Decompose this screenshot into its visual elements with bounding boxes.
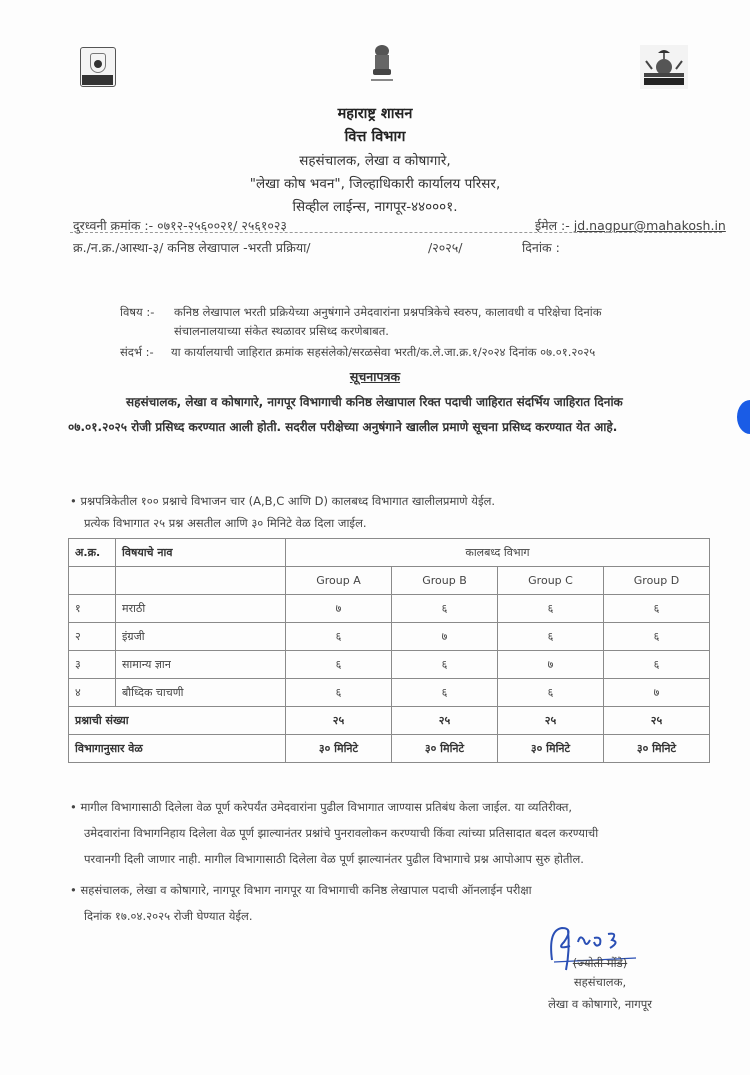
national-emblem-logo: [365, 43, 399, 85]
header-subject: विषयाचे नाव: [116, 539, 286, 567]
file-number: क्र./न.क्र./आस्था-३/ कनिष्ठ लेखापाल -भरती प्रक्रिया/: [73, 240, 311, 255]
cell-group-d: ७: [604, 679, 710, 707]
mahakosh-logo: [80, 47, 116, 87]
row-sr: ४: [69, 679, 116, 707]
group-d-header: Group D: [604, 567, 710, 595]
cell-group-c: ६: [498, 595, 604, 623]
header-sr: अ.क्र.: [69, 539, 116, 567]
total-group-d: २५: [604, 707, 710, 735]
phone-value: ०७१२-२५६००२१/ २५६१०२३: [157, 218, 287, 233]
row-subject: इंग्रजी: [116, 623, 286, 651]
table-time-row: [69, 735, 710, 763]
cell-group-c: ६: [498, 623, 604, 651]
cell-group-c: ६: [498, 679, 604, 707]
cell-group-c: ७: [498, 651, 604, 679]
department-name: वित्त विभाग: [344, 129, 406, 145]
row-sr: २: [69, 623, 116, 651]
cell-group-b: ६: [392, 651, 498, 679]
section-distribution-table: [68, 538, 710, 763]
cell-group-d: ६: [604, 651, 710, 679]
cell-group-a: ६: [286, 651, 392, 679]
table-row: [69, 623, 710, 651]
table-header-row: [69, 539, 710, 567]
group-c-header: Group C: [498, 567, 604, 595]
signatory-name: (ज्योती मोंडे): [572, 956, 628, 970]
subject-line-1: कनिष्ठ लेखापाल भरती प्रक्रियेच्या अनुषंगाने उमेदवारांना प्रश्नपत्रिकेचे स्वरुप, कालावधी व परिक्षेचा दिनांक: [174, 305, 602, 319]
cell-group-d: ६: [604, 595, 710, 623]
bullet-3-line-2: दिनांक १७.०४.२०२५ रोजी घेण्यात येईल.: [84, 909, 253, 923]
row-sr: १: [69, 595, 116, 623]
bullet-2-line-3: परवानगी दिली जाणार नाही. मागील विभागासाठी दिलेला वेळ पूर्ण झाल्यानंतर पुढील विभागाचे प्रश्न आपोआप सुरु होतील.: [84, 852, 584, 866]
office-address: सिव्हील लाईन्स, नागपूर-४४०००१.: [292, 199, 458, 215]
cell-group-a: ६: [286, 623, 392, 651]
bullet-2-text: मागील विभागासाठी दिलेला वेळ पूर्ण करेपर्यंत उमेदवारांना पुढील विभागात जाण्यास प्रतिबंध केला जाईल. या व्यतिरीक्त,: [80, 800, 573, 814]
nagpur-office-emblem: [640, 45, 688, 89]
reference-label: संदर्भ :-: [120, 345, 154, 359]
total-group-b: २५: [392, 707, 498, 735]
dotted-separator: [70, 232, 722, 233]
time-group-c: ३० मिनिटे: [498, 735, 604, 763]
notice-title: सूचनापत्रक: [349, 369, 401, 384]
cell-group-d: ६: [604, 623, 710, 651]
notice-line-2: ०७.०१.२०२५ रोजी प्रसिध्द करण्यात आली होती. सदरील परीक्षेच्या अनुषंगाने खालील प्रमाणे सूचना प्रसिध्द करण्यात येत आहे.: [68, 420, 618, 434]
cell-group-a: ६: [286, 679, 392, 707]
group-b-header: Group B: [392, 567, 498, 595]
subject-label: विषय :-: [120, 305, 155, 319]
table-row: [69, 679, 710, 707]
total-group-a: २५: [286, 707, 392, 735]
office-name: सहसंचालक, लेखा व कोषागारे,: [299, 153, 451, 169]
time-group-b: ३० मिनिटे: [392, 735, 498, 763]
empty-cell: [116, 567, 286, 595]
time-group-a: ३० मिनिटे: [286, 735, 392, 763]
table-total-row: [69, 707, 710, 735]
phone-label: दुरध्वनी क्रमांक :-: [73, 218, 154, 233]
reference-text: या कार्यालयाची जाहिरात क्रमांक सहसंलेको/सरळसेवा भरती/क.ले.जा.क्र.१/२०२४ दिनांक ०७.०१.२०२५: [171, 345, 596, 359]
file-year: /२०२५/: [428, 240, 463, 255]
signatory-office: लेखा व कोषागारे, नागपूर: [548, 997, 652, 1011]
bullet-2-line-1: • मागील विभागासाठी दिलेला वेळ पूर्ण करेपर्यंत उमेदवारांना पुढील विभागात जाण्यास प्रतिबंध केला जाईल. या व्यतिरीक्त,: [70, 800, 573, 814]
cell-group-b: ६: [392, 595, 498, 623]
total-label: प्रश्नाची संख्या: [69, 707, 286, 735]
subject-line-2: संचालनालयाच्या संकेत स्थळावर प्रसिध्द करणेबाबत.: [174, 324, 389, 338]
table-row: [69, 595, 710, 623]
table-row: [69, 651, 710, 679]
cell-group-b: ७: [392, 623, 498, 651]
cell-group-a: ७: [286, 595, 392, 623]
government-name: महाराष्ट्र शासन: [337, 106, 413, 122]
bullet-1-line-2: प्रत्येक विभागात २५ प्रश्न असतील आणि ३० मिनिटे वेळ दिला जाईल.: [84, 516, 367, 530]
row-subject: बौध्दिक चाचणी: [116, 679, 286, 707]
time-group-d: ३० मिनिटे: [604, 735, 710, 763]
empty-cell: [69, 567, 116, 595]
notice-line-1: सहसंचालक, लेखा व कोषागारे, नागपूर विभागाची कनिष्ठ लेखापाल रिक्त पदाची जाहिरात संदर्भिय जाहिरात दिनांक: [126, 395, 623, 409]
bullet-1-line-1: • प्रश्नपत्रिकेतील १०० प्रश्नाचे विभाजन चार (A,B,C आणि D) कालबध्द विभागात खालीलप्रमाणे येईल.: [70, 494, 496, 508]
email-link[interactable]: jd.nagpur@mahakosh.in: [573, 218, 726, 233]
cell-group-b: ६: [392, 679, 498, 707]
date-label: दिनांक :: [522, 240, 560, 255]
floating-action-button[interactable]: [737, 400, 750, 434]
office-building: "लेखा कोष भवन", जिल्हाधिकारी कार्यालय परिसर,: [249, 176, 501, 192]
bullet-2-line-2: उमेदवारांना विभागनिहाय दिलेला वेळ पूर्ण झाल्यानंतर प्रश्नांचे पुनरावलोकन करण्याची किंवा त्यांच्या प्रतिसादात बदल करण्याची: [84, 826, 599, 840]
header-sections: कालबध्द विभाग: [286, 539, 710, 567]
signatory-designation: सहसंचालक,: [573, 975, 627, 989]
table-group-row: [69, 567, 710, 595]
time-label: विभागानुसार वेळ: [69, 735, 286, 763]
email-label: ईमेल :-: [535, 218, 570, 233]
total-group-c: २५: [498, 707, 604, 735]
row-sr: ३: [69, 651, 116, 679]
group-a-header: Group A: [286, 567, 392, 595]
row-subject: सामान्य ज्ञान: [116, 651, 286, 679]
bullet-3-text: सहसंचालक, लेखा व कोषागारे, नागपूर विभाग नागपूर या विभागाची कनिष्ठ लेखापाल पदाची ऑनलाईन परीक्षा: [80, 883, 532, 897]
bullet-3-line-1: • सहसंचालक, लेखा व कोषागारे, नागपूर विभाग नागपूर या विभागाची कनिष्ठ लेखापाल पदाची ऑनलाईन परीक्षा: [70, 883, 532, 897]
bullet-1-text: प्रश्नपत्रिकेतील १०० प्रश्नाचे विभाजन चार (A,B,C आणि D) कालबध्द विभागात खालीलप्रमाणे येईल.: [80, 494, 496, 508]
row-subject: मराठी: [116, 595, 286, 623]
